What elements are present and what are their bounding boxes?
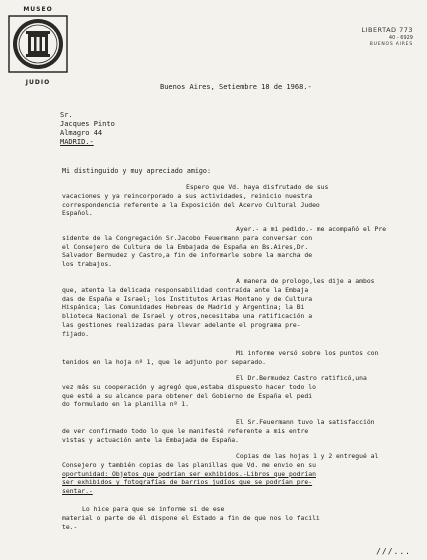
paragraph-6 (62, 418, 417, 444)
paragraph-7 (62, 452, 417, 496)
paragraph-line: vacaciones y ya reincorporado a sus actividades, reinicio nuestra (62, 191, 313, 200)
paragraph-line: Salvador Bermudez y Castro,a fin de informarle sobre la marcha de (62, 251, 313, 260)
paragraph-line: Ayer.- a mi pedido.- me acompañó el Pre (236, 225, 387, 233)
page-continuation-mark: ///... (376, 547, 411, 556)
paragraph-line: Hispánica; las Comunidades Hebreas de Madrid y Argentina; la Bi (62, 303, 305, 312)
paragraph-line: las gestiones realizadas para llevar adelante el programa pre- (62, 320, 301, 329)
paragraph-line: El Sr.Feuermann tuvo la satisfacción (236, 418, 375, 426)
paragraph-line: que, atenta la delicada responsabilidad contraída ante la Embaja (62, 285, 309, 294)
paragraph-line: ser exhibidos y fotografías de barrios judíos que se podrían pre- (62, 478, 313, 487)
paragraph-line: tenidos en la hoja nº 1, que le adjunto por separado. (62, 357, 266, 366)
paragraph-4 (62, 349, 417, 367)
paragraph-line: material o parte de él dispone el Estado a fin de que nos lo facili (62, 513, 320, 522)
recipient-name: Jacques Pinto (60, 120, 115, 128)
paragraph-line: do formulado en la planilla nº 1. (62, 400, 189, 409)
paragraph-line: Mi informe versó sobre los puntos con (236, 349, 379, 357)
recipient-city: MADRID.- (60, 138, 94, 146)
recipient-street: Almagro 44 (60, 129, 103, 137)
paragraph-line: el Consejero de Cultura de la Embajada de España en Bs.Aires,Dr. (62, 242, 309, 251)
paragraph-line: Copias de las hojas 1 y 2 entregué al (236, 452, 379, 460)
paragraph-8 (62, 505, 417, 531)
letterhead-address (361, 26, 413, 47)
paragraph-line: El Dr.Bermudez Castro ratificó,una (236, 374, 367, 382)
paragraph-line: vez más su cooperación y agregó que,estaba dispuesto hacer todo lo (62, 382, 316, 391)
address-line-3: BUENOS AIRES (369, 42, 413, 47)
address-line-1: LIBERTAD 773 (361, 26, 413, 34)
paragraph-line: te.- (62, 522, 78, 531)
paragraph-line: sidente de la Congregación Sr.Jacobo Feuermann para conversar con (62, 233, 313, 242)
paragraph-line: Español. (62, 209, 93, 218)
paragraph-line: das de España e Israel; los Institutos Arias Montano y de Cultura (62, 294, 313, 303)
seal-icon (8, 15, 68, 73)
paragraph-line: blioteca Nacional de Israel y otros,necesitaba una ratificación a (62, 312, 313, 321)
paragraph-line: oportunidad: Objetos que podrían ser exhibidos.-Libros que podrían (62, 469, 316, 478)
paragraph-2 (62, 225, 417, 269)
paragraph-line: Consejero y también copias de las planillas que Vd. me envio en su (62, 460, 316, 469)
paragraph-3 (62, 277, 417, 339)
paragraph-line: Espero que Vd. haya disfrutado de sus (186, 183, 329, 191)
paragraph-line: correspondencia referente a la Exposición del Acervo Cultural Judeo (62, 200, 320, 209)
paragraph-1 (62, 183, 417, 218)
recipient-block (60, 111, 115, 147)
letter-date: Buenos Aires, Setiembre 18 de 1968.- (160, 83, 312, 91)
museum-logo (6, 6, 70, 86)
paragraph-line: fijado. (62, 329, 89, 338)
recipient-title: Sr. (60, 111, 73, 119)
paragraph-line: de ver confirmado todo lo que le manifesté referente a mis entre (62, 426, 309, 435)
paragraph-line: sentar.- (62, 487, 93, 496)
greeting: Mi distinguido y muy apreciado amigo: (62, 167, 211, 175)
paragraph-line: vistas y actuación ante la Embajada de España. (62, 435, 239, 444)
paragraph-line: Lo hice para que se informe si de ese (82, 505, 225, 513)
paragraph-line: que esté a su alcance para obtener del Gobierno de España el pedi (62, 391, 313, 400)
logo-org-top: MUSEO (23, 6, 53, 13)
paragraph-line: A manera de prologo,les dije a ambos (236, 277, 375, 285)
paragraph-5 (62, 374, 417, 409)
address-line-2: 40 - 6929 (388, 35, 413, 41)
paragraph-line: los trabajos. (62, 260, 113, 269)
logo-org-bottom: JUDIO (25, 79, 51, 86)
